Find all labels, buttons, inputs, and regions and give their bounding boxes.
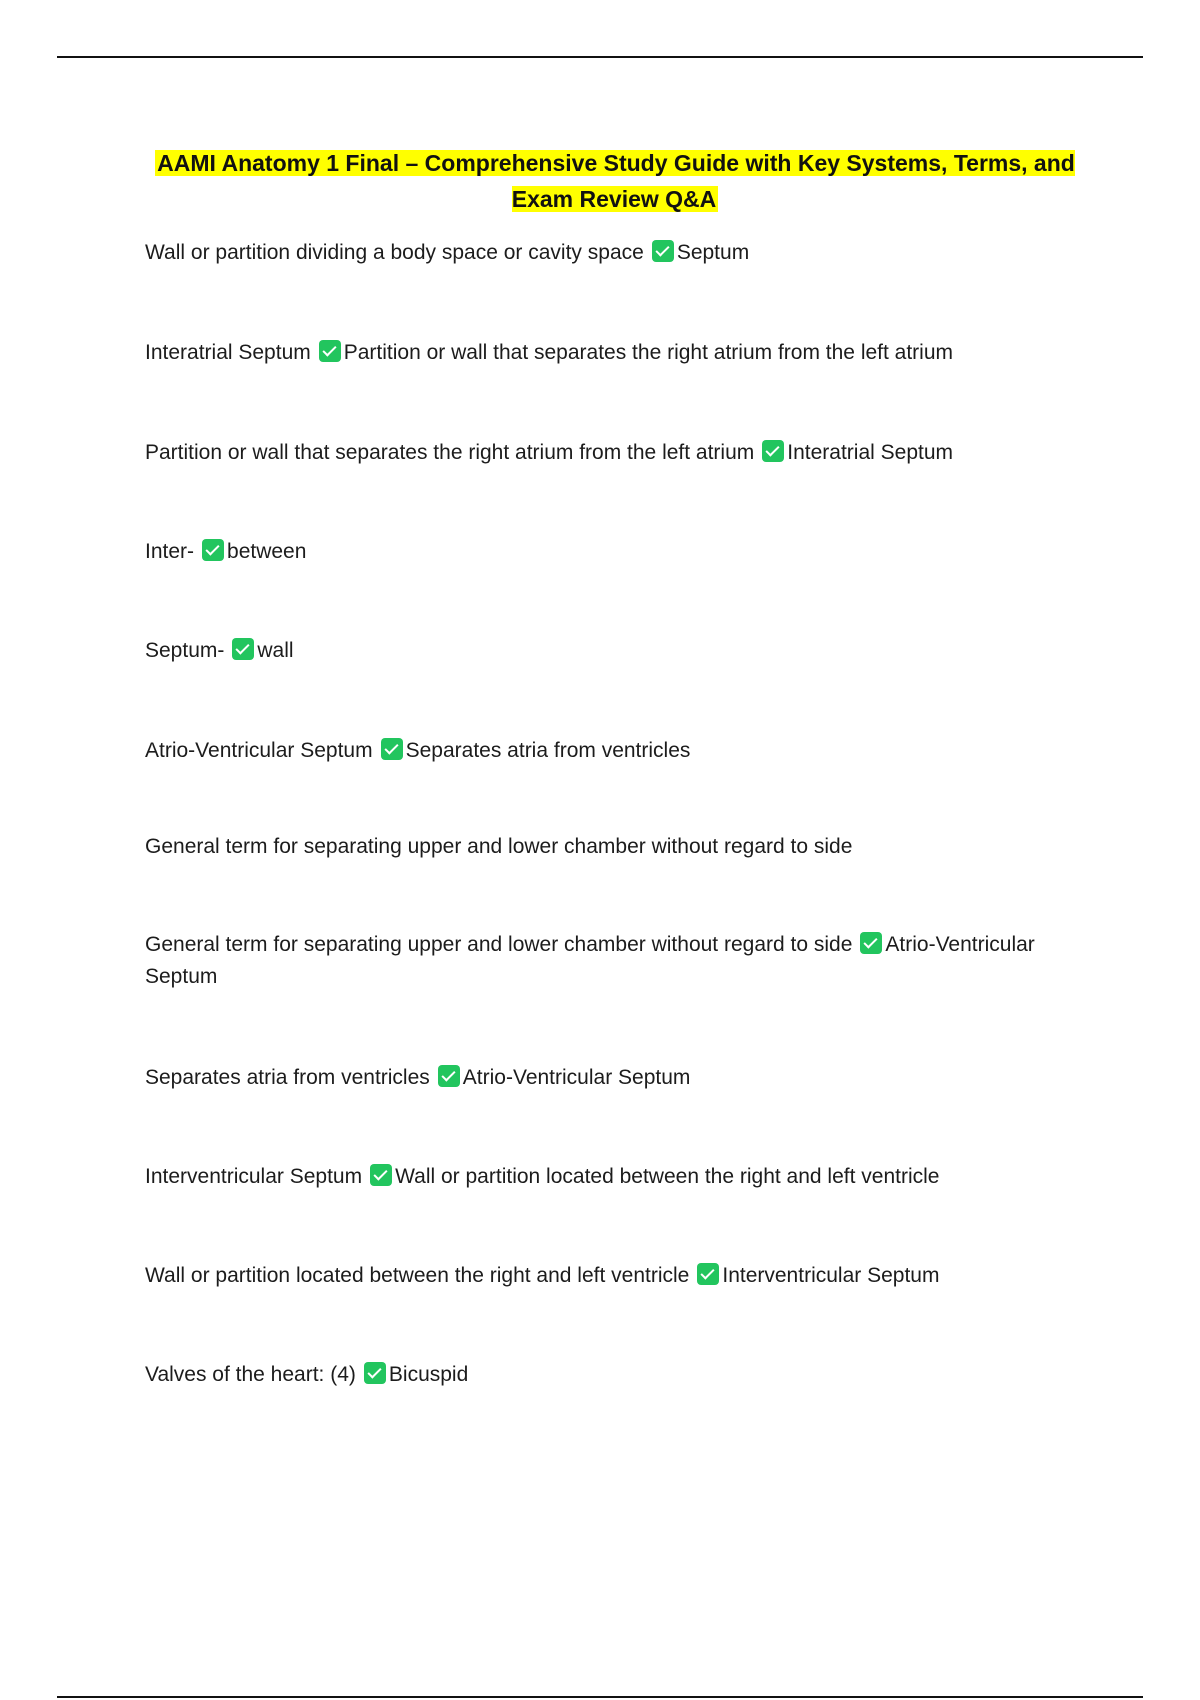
answer-text: Interatrial Septum — [787, 441, 954, 464]
answer-text: wall — [257, 639, 294, 662]
check-icon — [319, 340, 341, 362]
top-rule — [57, 56, 1143, 58]
bottom-rule — [57, 1696, 1143, 1698]
check-icon — [370, 1164, 392, 1186]
qa-item — [145, 831, 1045, 863]
check-icon — [364, 1362, 386, 1384]
qa-item — [145, 337, 1045, 369]
check-icon — [860, 932, 882, 954]
qa-item — [145, 1161, 1045, 1193]
title-highlight: AAMI Anatomy 1 Final – Comprehensive Study Guide with Key Systems, Terms, and Exam Review Q&A — [157, 150, 1075, 212]
question-text: Interatrial Septum — [145, 341, 311, 364]
check-icon — [232, 638, 254, 660]
qa-item — [145, 536, 1045, 568]
answer-text: Separates atria from ventricles — [405, 739, 691, 762]
question-text: Atrio-Ventricular Septum — [145, 739, 373, 762]
question-text: Valves of the heart: (4) — [145, 1363, 356, 1386]
qa-item — [145, 929, 1045, 993]
question-text: Inter- — [145, 540, 195, 563]
answer-text: Septum — [676, 241, 750, 264]
check-icon — [438, 1065, 460, 1087]
answer-text: between — [227, 540, 307, 563]
question-text: Wall or partition dividing a body space or cavity space — [145, 241, 644, 264]
qa-item — [145, 237, 1045, 269]
qa-item — [145, 1260, 1045, 1292]
answer-text: Bicuspid — [388, 1363, 469, 1386]
check-icon — [202, 539, 224, 561]
question-text: Separates atria from ventricles — [145, 1066, 430, 1089]
qa-item — [145, 1062, 1045, 1094]
answer-text: Wall or partition located between the right and left ventricle — [395, 1165, 940, 1188]
answer-text: Partition or wall that separates the right atrium from the left atrium — [343, 341, 954, 364]
check-icon — [652, 240, 674, 262]
check-icon — [762, 440, 784, 462]
qa-item — [145, 437, 1045, 469]
question-text: Partition or wall that separates the right atrium from the left atrium — [145, 441, 755, 464]
check-icon — [697, 1263, 719, 1285]
question-text: General term for separating upper and lower chamber without regard to side — [145, 835, 853, 858]
document-title — [140, 145, 1090, 217]
question-text: Wall or partition located between the right and left ventricle — [145, 1264, 690, 1287]
qa-item — [145, 635, 1045, 667]
question-text: Interventricular Septum — [145, 1165, 363, 1188]
answer-text: Interventricular Septum — [722, 1264, 940, 1287]
answer-text: Atrio-Ventricular Septum — [145, 933, 1035, 988]
qa-item — [145, 1359, 1045, 1391]
qa-item — [145, 735, 1045, 767]
answer-text: Atrio-Ventricular Septum — [462, 1066, 691, 1089]
check-icon — [381, 738, 403, 760]
question-text: General term for separating upper and lower chamber without regard to side — [145, 933, 853, 956]
question-text: Septum- — [145, 639, 225, 662]
